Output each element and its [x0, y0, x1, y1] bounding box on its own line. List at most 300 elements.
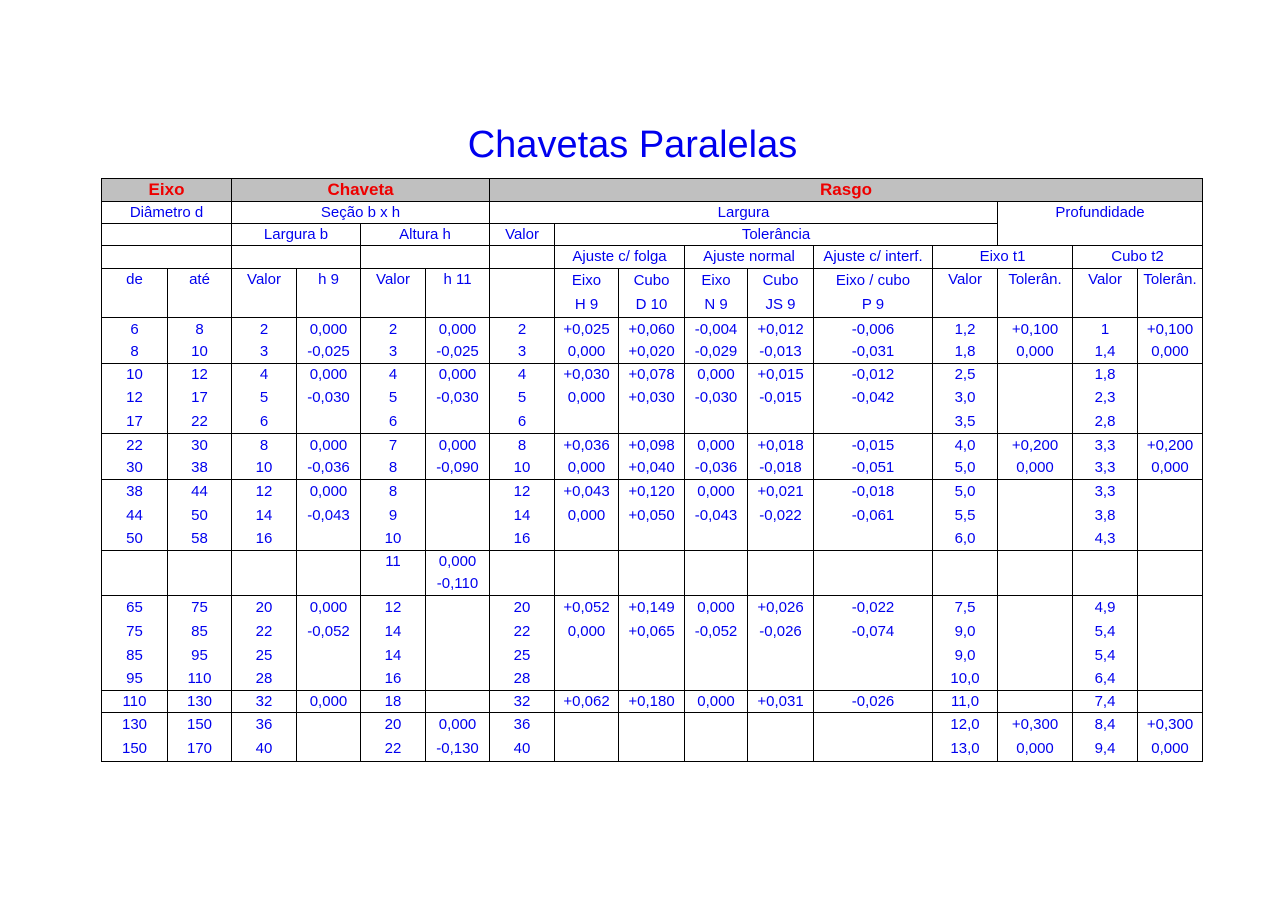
table-cell: [814, 573, 933, 596]
table-cell: -0,004: [685, 318, 748, 342]
table-cell: 75: [168, 596, 232, 620]
table-cell: +0,300: [1138, 713, 1203, 738]
table-cell: 12: [361, 596, 426, 620]
table-cell: 0,000: [685, 691, 748, 713]
table-cell: 0,000: [555, 458, 619, 480]
table-cell: 3,5: [933, 411, 998, 434]
table-cell: 1: [1073, 318, 1138, 342]
table-cell: [998, 411, 1073, 434]
table-cell: [998, 480, 1073, 504]
table-cell: -0,012: [814, 364, 933, 386]
table-cell: 7: [361, 434, 426, 458]
table-cell: -0,031: [814, 342, 933, 364]
table-cell: 20: [232, 596, 297, 620]
table-cell: [998, 386, 1073, 411]
table-cell: 130: [102, 713, 168, 738]
header-eixo-sub: Eixo: [571, 272, 602, 289]
table-cell: [1138, 691, 1203, 713]
table-cell: 12: [168, 364, 232, 386]
table-row: [102, 434, 1203, 458]
table-cell: 170: [168, 738, 232, 762]
table-cell: 9,4: [1073, 738, 1138, 762]
table-cell: 0,000: [998, 342, 1073, 364]
header-empty-cell: [490, 269, 555, 318]
table-cell: [998, 551, 1073, 573]
table-cell: [426, 504, 490, 528]
header-ajuste-normal: Ajuste normal: [685, 246, 814, 269]
table-cell: 12: [232, 480, 297, 504]
table-cell: 16: [361, 669, 426, 691]
table-cell: 3,3: [1073, 434, 1138, 458]
table-cell: [998, 596, 1073, 620]
header-row-sections: [102, 179, 1203, 202]
table-cell: [426, 669, 490, 691]
table-cell: [748, 713, 814, 738]
table-cell: [1138, 386, 1203, 411]
table-cell: -0,018: [814, 480, 933, 504]
table-row: [102, 342, 1203, 364]
table-row: [102, 691, 1203, 713]
header-rasgo: Rasgo: [490, 179, 1203, 202]
table-cell: [748, 528, 814, 551]
table-cell: +0,060: [619, 318, 685, 342]
table-cell: 0,000: [426, 713, 490, 738]
table-cell: +0,020: [619, 342, 685, 364]
table-cell: [555, 713, 619, 738]
header-valor: Valor: [361, 269, 426, 318]
table-cell: 8: [490, 434, 555, 458]
header-normal-eixo: [685, 269, 748, 318]
table-cell: [685, 713, 748, 738]
header-JS9: JS 9: [765, 296, 796, 313]
table-cell: 2,5: [933, 364, 998, 386]
table-cell: 14: [490, 504, 555, 528]
table-cell: 3: [361, 342, 426, 364]
table-cell: 10: [490, 458, 555, 480]
header-normal-cubo: [748, 269, 814, 318]
table-cell: 3,3: [1073, 458, 1138, 480]
table-cell: 3,8: [1073, 504, 1138, 528]
table-row: [102, 551, 1203, 573]
table-cell: -0,043: [297, 504, 361, 528]
table-cell: +0,040: [619, 458, 685, 480]
table-cell: [1138, 596, 1203, 620]
table-cell: 38: [102, 480, 168, 504]
header-interf: [814, 269, 933, 318]
table-row: [102, 364, 1203, 386]
table-cell: 40: [232, 738, 297, 762]
table-cell: 14: [232, 504, 297, 528]
table-cell: [168, 551, 232, 573]
header-profundidade: Profundidade: [998, 202, 1203, 224]
header-tolerancia-abbr: Tolerân.: [1138, 269, 1203, 318]
table-cell: [555, 573, 619, 596]
table-cell: +0,025: [555, 318, 619, 342]
table-cell: 22: [168, 411, 232, 434]
table-cell: 7,5: [933, 596, 998, 620]
table-cell: 36: [490, 713, 555, 738]
table-cell: 2,8: [1073, 411, 1138, 434]
table-cell: 22: [102, 434, 168, 458]
table-cell: +0,030: [555, 364, 619, 386]
table-cell: 2,3: [1073, 386, 1138, 411]
table-cell: [685, 738, 748, 762]
table-cell: 5: [361, 386, 426, 411]
table-cell: [685, 551, 748, 573]
table-cell: [998, 620, 1073, 644]
table-cell: 32: [232, 691, 297, 713]
table-cell: [814, 738, 933, 762]
table-cell: 150: [102, 738, 168, 762]
table-cell: 20: [490, 596, 555, 620]
header-cubo-sub: Cubo: [633, 272, 670, 289]
table-row: [102, 573, 1203, 596]
table-cell: [619, 551, 685, 573]
table-cell: [232, 573, 297, 596]
header-empty-cell: [361, 246, 490, 269]
table-cell: +0,036: [555, 434, 619, 458]
table-cell: 0,000: [1138, 738, 1203, 762]
table-cell: [426, 644, 490, 669]
table-cell: 32: [490, 691, 555, 713]
table-cell: 95: [168, 644, 232, 669]
table-cell: 5,4: [1073, 620, 1138, 644]
header-folga-eixo: [555, 269, 619, 318]
table-cell: 0,000: [426, 364, 490, 386]
table-cell: -0,015: [748, 386, 814, 411]
table-cell: 16: [490, 528, 555, 551]
table-cell: 5,5: [933, 504, 998, 528]
table-cell: -0,036: [297, 458, 361, 480]
table-cell: [998, 691, 1073, 713]
table-cell: [102, 551, 168, 573]
table-cell: +0,031: [748, 691, 814, 713]
table-cell: +0,180: [619, 691, 685, 713]
table-cell: 110: [102, 691, 168, 713]
header-largura: Largura: [490, 202, 998, 224]
table-cell: 11,0: [933, 691, 998, 713]
table-cell: 12,0: [933, 713, 998, 738]
table-cell: -0,130: [426, 738, 490, 762]
table-cell: 25: [490, 644, 555, 669]
table-cell: 2: [232, 318, 297, 342]
table-cell: 38: [168, 458, 232, 480]
table-cell: -0,018: [748, 458, 814, 480]
table-cell: 4,9: [1073, 596, 1138, 620]
table-cell: -0,013: [748, 342, 814, 364]
table-cell: 10: [102, 364, 168, 386]
table-cell: 0,000: [685, 596, 748, 620]
table-cell: [1138, 573, 1203, 596]
table-cell: 22: [361, 738, 426, 762]
table-cell: 3,3: [1073, 480, 1138, 504]
table-cell: [1138, 504, 1203, 528]
table-cell: +0,052: [555, 596, 619, 620]
table-cell: -0,015: [814, 434, 933, 458]
header-eixo: Eixo: [102, 179, 232, 202]
table-cell: 28: [490, 669, 555, 691]
table-cell: 65: [102, 596, 168, 620]
table-cell: 0,000: [555, 386, 619, 411]
header-row-3: [102, 224, 1203, 246]
table-cell: -0,022: [814, 596, 933, 620]
table-cell: 4: [232, 364, 297, 386]
table-cell: 75: [102, 620, 168, 644]
table-cell: [1138, 620, 1203, 644]
table-cell: 2: [361, 318, 426, 342]
header-tolerancia: Tolerância: [555, 224, 998, 246]
header-empty-cell: [102, 224, 232, 246]
table-cell: 30: [168, 434, 232, 458]
table-cell: [814, 713, 933, 738]
header-empty-cell: [232, 246, 361, 269]
table-cell: [555, 551, 619, 573]
table-cell: [998, 644, 1073, 669]
table-cell: 0,000: [555, 342, 619, 364]
header-h11-lower: h 11: [426, 269, 490, 318]
table-cell: [297, 551, 361, 573]
table-cell: 0,000: [297, 364, 361, 386]
header-D10: D 10: [635, 296, 668, 313]
table-cell: 10,0: [933, 669, 998, 691]
table-cell: [998, 504, 1073, 528]
table-cell: [555, 738, 619, 762]
table-row: [102, 644, 1203, 669]
table-cell: 8: [232, 434, 297, 458]
table-row: [102, 738, 1203, 762]
table-cell: 1,2: [933, 318, 998, 342]
header-eixo-cubo: Eixo / cubo: [835, 272, 911, 289]
table-cell: [426, 528, 490, 551]
header-row-4: [102, 246, 1203, 269]
table-row: [102, 318, 1203, 342]
table-cell: 25: [232, 644, 297, 669]
header-altura-h: Altura h: [361, 224, 490, 246]
table-cell: 0,000: [297, 318, 361, 342]
header-largura-b: Largura b: [232, 224, 361, 246]
header-cubo-t2: Cubo t2: [1073, 246, 1203, 269]
table-cell: 0,000: [998, 738, 1073, 762]
table-cell: +0,030: [619, 386, 685, 411]
table-cell: [297, 644, 361, 669]
header-P9: P 9: [861, 296, 885, 313]
table-cell: [814, 411, 933, 434]
table-cell: [619, 738, 685, 762]
table-cell: [619, 411, 685, 434]
table-cell: 4: [361, 364, 426, 386]
table-cell: +0,149: [619, 596, 685, 620]
table-cell: [619, 573, 685, 596]
table-cell: [361, 573, 426, 596]
table-cell: 9,0: [933, 620, 998, 644]
table-cell: +0,200: [998, 434, 1073, 458]
table-cell: [1138, 551, 1203, 573]
table-cell: 0,000: [297, 596, 361, 620]
table-cell: 0,000: [426, 434, 490, 458]
table-cell: 8: [361, 480, 426, 504]
table-cell: -0,036: [685, 458, 748, 480]
table-cell: 0,000: [685, 480, 748, 504]
table-cell: +0,120: [619, 480, 685, 504]
table-cell: +0,300: [998, 713, 1073, 738]
table-cell: 22: [232, 620, 297, 644]
header-H9: H 9: [574, 296, 599, 313]
table-cell: +0,062: [555, 691, 619, 713]
table-cell: 3: [232, 342, 297, 364]
header-diametro: Diâmetro d: [102, 202, 232, 224]
table-cell: +0,065: [619, 620, 685, 644]
table-cell: [814, 669, 933, 691]
table-cell: [555, 644, 619, 669]
table-cell: 4,3: [1073, 528, 1138, 551]
table-cell: 0,000: [685, 364, 748, 386]
table-cell: -0,022: [748, 504, 814, 528]
table-cell: [426, 480, 490, 504]
header-row-5: [102, 269, 1203, 318]
table-cell: 0,000: [297, 691, 361, 713]
table-cell: [102, 573, 168, 596]
table-cell: 17: [168, 386, 232, 411]
table-row: [102, 620, 1203, 644]
header-tolerancia-abbr: Tolerân.: [998, 269, 1073, 318]
table-cell: [1138, 364, 1203, 386]
table-row: [102, 458, 1203, 480]
table-cell: [1138, 480, 1203, 504]
table-cell: 4,0: [933, 434, 998, 458]
table-cell: +0,015: [748, 364, 814, 386]
table-cell: [297, 669, 361, 691]
table-cell: -0,030: [426, 386, 490, 411]
table-cell: [619, 644, 685, 669]
table-cell: [748, 669, 814, 691]
table-cell: 22: [490, 620, 555, 644]
table-cell: 0,000: [297, 480, 361, 504]
table-cell: [748, 411, 814, 434]
table-cell: 0,000: [426, 551, 490, 573]
table-cell: [619, 713, 685, 738]
table-cell: -0,026: [814, 691, 933, 713]
table-cell: 85: [102, 644, 168, 669]
table-cell: [998, 573, 1073, 596]
table-cell: [555, 411, 619, 434]
table-cell: -0,006: [814, 318, 933, 342]
table-cell: 58: [168, 528, 232, 551]
table-cell: -0,030: [685, 386, 748, 411]
table-cell: +0,018: [748, 434, 814, 458]
table-cell: [1138, 644, 1203, 669]
table-cell: +0,021: [748, 480, 814, 504]
table-row: [102, 411, 1203, 434]
table-cell: 18: [361, 691, 426, 713]
table-cell: +0,043: [555, 480, 619, 504]
table-cell: 3,0: [933, 386, 998, 411]
table-cell: 85: [168, 620, 232, 644]
table-cell: 5: [490, 386, 555, 411]
table-cell: 0,000: [555, 620, 619, 644]
table-cell: 17: [102, 411, 168, 434]
table-cell: 10: [232, 458, 297, 480]
table-cell: 2: [490, 318, 555, 342]
table-cell: [748, 551, 814, 573]
table-cell: [426, 620, 490, 644]
table-cell: [426, 596, 490, 620]
header-folga-cubo: [619, 269, 685, 318]
table-cell: +0,050: [619, 504, 685, 528]
table-cell: 10: [168, 342, 232, 364]
table-cell: 0,000: [1138, 458, 1203, 480]
table-row: [102, 480, 1203, 504]
table-cell: -0,110: [426, 573, 490, 596]
table-cell: [426, 411, 490, 434]
table-cell: 5,4: [1073, 644, 1138, 669]
table-cell: [297, 573, 361, 596]
table-cell: 0,000: [1138, 342, 1203, 364]
table-cell: 0,000: [426, 318, 490, 342]
table-cell: [933, 573, 998, 596]
table-cell: -0,025: [426, 342, 490, 364]
table-row: [102, 528, 1203, 551]
table-cell: -0,052: [685, 620, 748, 644]
table-cell: 4: [490, 364, 555, 386]
table-cell: [619, 669, 685, 691]
table-cell: [685, 411, 748, 434]
table-cell: 44: [102, 504, 168, 528]
table-cell: +0,098: [619, 434, 685, 458]
table-cell: 6,4: [1073, 669, 1138, 691]
header-row-2: [102, 202, 1203, 224]
table-cell: 0,000: [297, 434, 361, 458]
table-row: [102, 669, 1203, 691]
table-cell: [1138, 528, 1203, 551]
table-cell: 1,8: [933, 342, 998, 364]
table-cell: -0,043: [685, 504, 748, 528]
table-cell: [297, 738, 361, 762]
table-cell: 12: [102, 386, 168, 411]
table-cell: [685, 528, 748, 551]
table-cell: 8: [361, 458, 426, 480]
table-cell: -0,026: [748, 620, 814, 644]
table-cell: 5: [232, 386, 297, 411]
table-row: [102, 713, 1203, 738]
table-cell: -0,042: [814, 386, 933, 411]
table-row: [102, 504, 1203, 528]
table-cell: +0,078: [619, 364, 685, 386]
header-cubo-sub: Cubo: [762, 272, 799, 289]
table-cell: [555, 669, 619, 691]
table-cell: +0,100: [1138, 318, 1203, 342]
table-cell: 36: [232, 713, 297, 738]
page-title: Chavetas Paralelas: [467, 124, 798, 166]
table-cell: 6: [232, 411, 297, 434]
table-cell: +0,200: [1138, 434, 1203, 458]
table-cell: -0,030: [297, 386, 361, 411]
header-N9: N 9: [704, 296, 728, 313]
table-cell: 0,000: [998, 458, 1073, 480]
table-cell: -0,029: [685, 342, 748, 364]
header-ajuste-folga: Ajuste c/ folga: [555, 246, 685, 269]
table-cell: 6: [361, 411, 426, 434]
table-cell: [490, 573, 555, 596]
table-cell: 28: [232, 669, 297, 691]
header-secao: Seção b x h: [232, 202, 490, 224]
header-de: de: [102, 269, 168, 318]
table-cell: 16: [232, 528, 297, 551]
header-empty-cell: [490, 246, 555, 269]
table-cell: [297, 528, 361, 551]
table-cell: 30: [102, 458, 168, 480]
table-cell: 5,0: [933, 458, 998, 480]
table-cell: 13,0: [933, 738, 998, 762]
